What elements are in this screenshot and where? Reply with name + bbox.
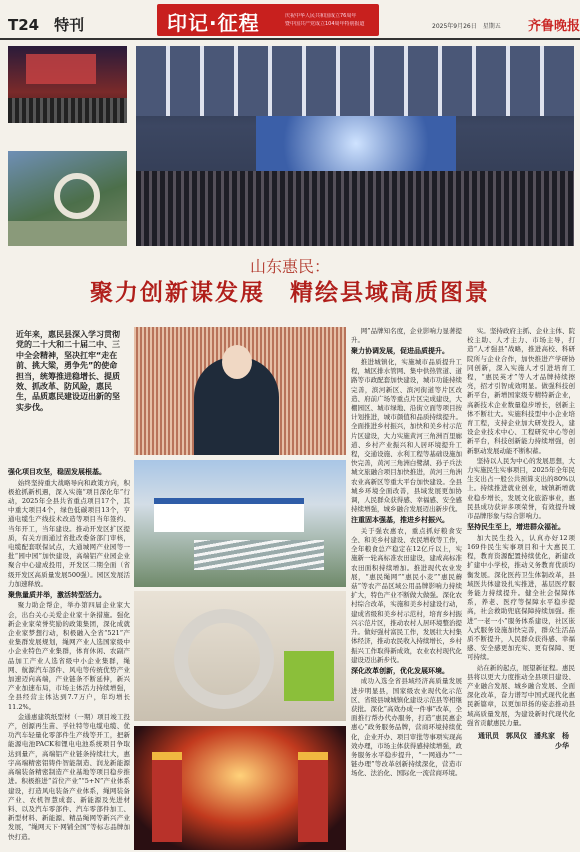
banner-title: 印记·征程 bbox=[167, 11, 260, 35]
article-column-2 bbox=[351, 327, 462, 850]
banner-subtitle-1: 庆祝中华人民共和国成立76周年 bbox=[285, 13, 357, 19]
paragraph: 关于强农惠农，重点抓好粮食安全、和美乡村建设、农民增收等工作，全年粮食总产稳定在12亿斤以上，实施新一轮高标准农田建设，建成高标准农田面积持续增加。推进现代农业发展，“惠民绳网”“惠民小麦”“惠民蘑菇”等农产品区域公用品牌影响力持续扩大，特色产业不断做大做强。深化农村综合改革，实施和美乡村建设行动，建成省级和美乡村示范村，培育乡村振兴示范片区，推动农村人居环境整治提升。做好强村富民工作，发展壮大村集体经济，推动农民收入持续增长，乡村振兴工作取得新成效，农业农村现代化建设迈出新步伐。 bbox=[351, 526, 462, 664]
article-column-3 bbox=[467, 327, 575, 850]
section-heading: 强化项目攻坚，稳固发展根基。 bbox=[8, 468, 106, 476]
paragraph: 聚力助企帮企，举办第四届企业家大会，出台关心关爱企业家十条措施。强化新企业家荣誉奖励的政策集团，深化成就企业家梦想行动，积极融入全省“521”产业集群发展规划，绳网产业人选国家级中小企业特色产业集群，体育休闲、农副产品加工产业人选省级中小企业集群，绳网、航源汽车部件、风电等传统优势产业加速迈向高端，产业链条不断延伸，新兴产业加速布局，市场主体活力持续增强，全县经营主体达到7.7万户，年均增长11.2%。 bbox=[8, 601, 130, 711]
paragraph: 始终坚持重大战略导向和政策方向，积极抢抓新机遇，深入实施“项目深化年”行动，2025年全县共省重点项目17个，其中重大项目4个，绿色低碳项目13个，亨通电缆生产线技术改造等项目当年签约、当年开工，当年建设。推动开发区扩区提质，有关方面通过省批改委备部门审核，电缆配套联保试点，大通城网产业园等一批“园中园”加快建设，高端铝产业园企业聚合中心建成投用，开发区二期全面（省级开发区高质量发展500强）。园区发展活力加速释放。 bbox=[8, 478, 130, 588]
paragraph: 坚持以人民为中心的发展思想，大力实施民生实事项目，2025年全年民生支出占一般公共预算支出的80%以上。持续推进就业创业，城镇新增就业稳步增长，发展文化旅游事业，惠民县成功获评多项荣誉，有效提升城市品牌形象与综合影响力。 bbox=[467, 456, 575, 521]
photo-factory-aerial bbox=[134, 460, 346, 587]
photo-factory-worker bbox=[134, 327, 346, 455]
article-headline: 聚力创新谋发展 精绘县域高质图景 bbox=[90, 280, 490, 306]
byline: 通讯员 郭凤仪 潘兆家 杨少华 bbox=[478, 732, 569, 751]
section-name: 特刊 bbox=[54, 16, 85, 34]
photo-grand-hall bbox=[136, 46, 574, 246]
photo-turbine-assembly bbox=[134, 591, 346, 721]
section-heading: 注重固本强基，推进乡村振兴。 bbox=[351, 516, 449, 525]
page-header bbox=[0, 0, 580, 40]
page-number: T24 bbox=[8, 16, 40, 34]
issue-date: 2025年9月26日 星期五 bbox=[432, 23, 501, 30]
article-kicker: 山东惠民： bbox=[249, 257, 330, 276]
banner-subtitle-2: 暨中国共产党成立104周年特别报道 bbox=[285, 21, 365, 27]
photo-conference-stage bbox=[8, 46, 127, 123]
paragraph: 加大民生投入，认真办好12项169件民生实事项目和十大惠民工程，教育资源配置持续优化，新建改扩建中小学校，推动义务教育优质均衡发展。深化医药卫生体制改革，县域医共体建设扎实推进，基层医疗服务能力持续提升。健全社会保障体系，养老、医疗等保障水平稳步提高，社会救助兜底保障持续加强。推进“一老一小”服务体系建设，社区嵌入式服务设施加快完善，群众生活品质不断提升，人民群众获得感、幸福感、安全感更加充实、更有保障、更可持续。 bbox=[467, 533, 575, 662]
paragraph: 网”品牌知名度，企业影响力显著提升。 bbox=[351, 327, 462, 345]
special-report-banner bbox=[157, 4, 379, 36]
article-column-1 bbox=[8, 466, 130, 850]
section-heading: 深化改革创新，优化发展环境。 bbox=[351, 666, 449, 675]
section-heading: 聚焦量质并举，激活转型活力。 bbox=[8, 590, 106, 599]
paragraph: 推进城镇化，实施城市品质提升工程，城区排水管网、集中供热管道、道路等市政配套加快建设，城市功能持续完善，滨河新区、滨河街道等片区改造、府前广场等重点片区完成建设，大棚园区、城市绿地、沿街立面等项目按计划推进，城市颜值和品质持续提升。全面推进乡村振兴，加快和美乡村示范片区建设，大力实施黄河三角洲百里廊道、乡村产业振兴和人居环境提升工程，交通设施、水利工程等基础设施加快完善，黄河三角洲白鹭湖、孙子兵法城文旅融合项目加快推进，黄河三角洲农业高新区等重大平台加快建设。全县城乡环境全面改善，县域发展更加协调，人民群众获得感、幸福感、安全感持续增强，城乡融合发展迈出新步伐。 bbox=[351, 357, 462, 514]
photo-aerial-park bbox=[8, 151, 127, 246]
paragraph: 站在新的起点，展望新征程。惠民县将以更大力度推动全县项目建设、产业融合发展、城乡融合发展、全面深化改革，奋力谱写中国式现代化惠民新篇章，以更加昂扬的姿态推动县域高质量发展，为建设新时代现代化强省贡献惠民力量。 bbox=[467, 663, 575, 727]
section-heading: 聚力协调发展，促进品质提升。 bbox=[351, 347, 449, 356]
section-heading: 坚持民生至上，增进群众福祉。 bbox=[467, 523, 565, 532]
photo-lantern-festival bbox=[134, 726, 346, 850]
page-number-section bbox=[8, 14, 84, 35]
newspaper-logo: 齐鲁晚报 bbox=[528, 19, 580, 34]
article-lead: 近年来，惠民县深入学习贯彻党的二十大和二十届二中、三中全会精神，坚决扛牢“走在前、挑大梁，勇争先”的使命担当，统筹推进稳增长、提质效、抓改革、防风险，惠民生，品质惠民建设迈出新的坚实步伐。 bbox=[16, 330, 120, 412]
paragraph: 实。坚持政府主抓、企业主体、院校主助、人才主力、市场主导，打造“人才强县”战略，推进高校、科研院所与企业合作，加快推进产学研协同创新，深入实施人才引进培育工程，“惠民英才”等人才品牌持续擦亮，招才引智成效明显。做强科技创新平台，新增国家级专精特新企业，高新技术企业数量稳步增长，创新主体不断壮大。实施科技型中小企业培育工程，支持企业加大研发投入，建设企业技术中心、工程研究中心等创新平台，科技创新能力持续增强，创新驱动发展动能不断积蓄。 bbox=[467, 327, 575, 455]
paragraph: 成功入选全省县域经济高质量发展进步明显县，国家级农业现代化示范区、省级县城城镇化建设示范县等相继获批。深化“高效办成一件事”改革，全面推行帮办代办服务，打造“惠民惠企惠心”政务服务品牌，营商环境持续优化，企业开办、项目审批等事项实现高效办理，市场主体获得感持续增强，政务服务水平稳步提升，“一网通办”“一链办理”等改革创新持续深化，营造市场化、法治化、国际化一流营商环境。 bbox=[351, 677, 462, 778]
paragraph: 金通惠建筑纸型材（一期）项目竣工投产，创源再生苗、孚钍特等电缆电缆、优功汽车轻量化零部件生产线等开工，把新能源电池PACK和锂电电池系统项目争取达到量产，高端铝产业链条持续壮大，惠宇高端精密铝铸件智能制造、润龙新能源高端装备精密制造产业基地等项目稳步推进。积极推进“首位产业”“5+N”产业体系建设，打造风电装备产业体系，绳网装备产业、农机智慧成套、新能源及先进材料、以及汽车零部件、汽车零部件加工、新型材料、新能源、精品绳网等新兴产业发展，“绳网天下·网铺全国”等标志品牌加快打造。 bbox=[8, 712, 130, 841]
